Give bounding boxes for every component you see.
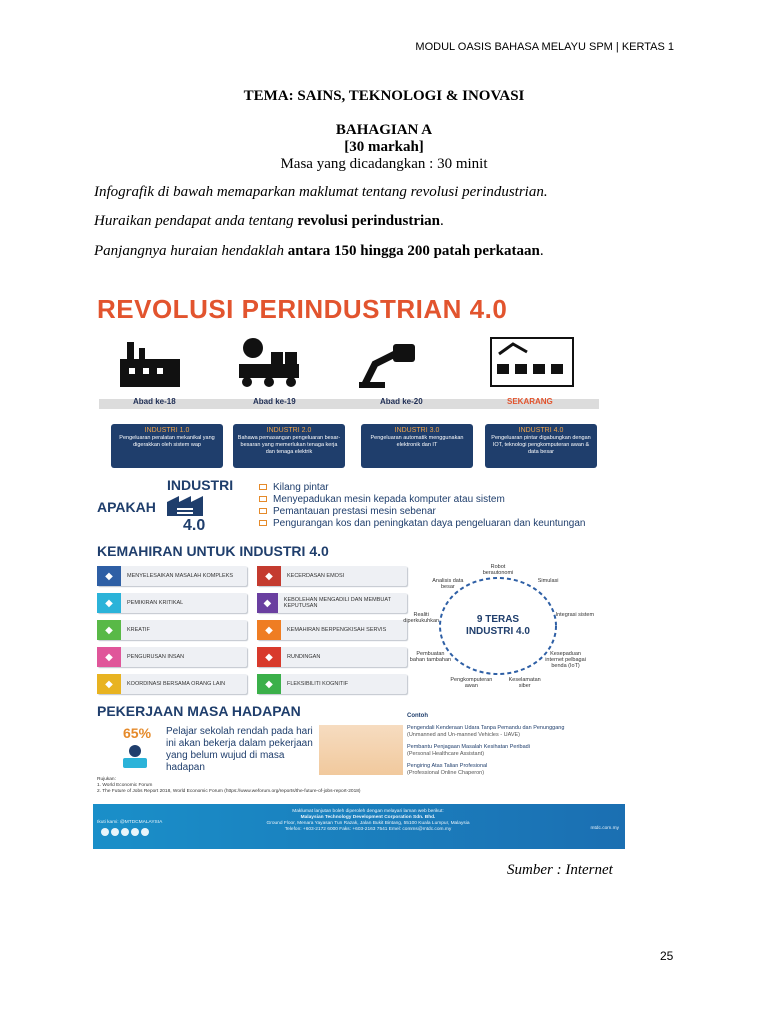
page-number: 25	[660, 949, 674, 963]
skill-icon: ◆	[97, 647, 121, 667]
skill-item: ◆ PENGURUSAN INSAN	[97, 647, 247, 667]
percent-value: 65%	[123, 725, 152, 741]
website-link: mtdc.com.my	[590, 826, 619, 831]
skill-icon: ◆	[97, 620, 121, 640]
footer-contact: Maklumat lanjutan boleh diperoleh dengan melayari laman web berikut: Malaysian Technology Development Corporation Sdn. Bhd. Ground Floor, Menara Yayasan Tun Razak, Jalan Bukit Bintang, 55100 Kuala Lumpur, Malaysia Telefon: +603-2172 6000 Faks: +603-2163 7541 Emel: comms@mtdc.com.my	[266, 809, 470, 832]
teras-item: Simulasi	[537, 577, 559, 584]
skill-item: ◆ KEBOLEHAN MENGADILI DAN MEMBUAT KEPUTUSAN	[257, 593, 407, 613]
industry-box: INDUSTRI 2.0 Bahawa pemasangan pengeluaran besar-besaran yang memerlukan tenaga kerja dan tenaga elektrik	[233, 424, 345, 468]
list-item: Kilang pintar	[259, 481, 586, 493]
factory-icon	[165, 494, 235, 516]
era-label: Abad ke-18	[133, 397, 176, 406]
references: Rujukan: 1. World Economic Forum 2. The Future of Jobs Report 2018, World Economic Forum (https://www.weforum.org/reports/the-future-of-jobs-report-2018)	[97, 777, 361, 794]
era-label: Abad ke-19	[253, 397, 296, 406]
skill-item: ◆ PEMIKIRAN KRITIKAL	[97, 593, 247, 613]
social-icons	[101, 828, 149, 836]
teras-item: Robot berautonomi	[482, 564, 514, 576]
skill-item: ◆ MENYELESAIKAN MASALAH KOMPLEKS	[97, 566, 247, 586]
skill-icon: ◆	[257, 647, 281, 667]
percent-text: Pelajar sekolah rendah pada hari ini akan bekerja dalam pekerjaan yang belum wujud di masa hadapan	[166, 726, 313, 773]
svg-text:INDUSTRI 4.0: INDUSTRI 4.0	[466, 626, 530, 637]
running-header: MODUL OASIS BAHASA MELAYU SPM | KERTAS 1	[415, 41, 674, 53]
future-jobs-image	[319, 725, 403, 775]
skill-icon: ◆	[257, 674, 281, 694]
teras-item: Integrasi sistem	[555, 611, 595, 618]
teras-item: Analisis data besar	[432, 577, 464, 590]
theme-heading: TEMA: SAINS, TEKNOLOGI & INOVASI	[243, 88, 525, 104]
industry-box: INDUSTRI 3.0 Pengeluaran automatik menggunakan elektronik dan IT	[361, 424, 473, 468]
era-label: SEKARANG	[507, 397, 553, 406]
marks-label: [30 markah]	[344, 139, 424, 155]
follow-label: Ikuti kami: @MTDCMALAYSIA	[97, 820, 163, 825]
student-icon	[115, 744, 155, 768]
teras-item: Pembuatan bahan tambahan	[409, 651, 452, 663]
instruction-1: Infografik di bawah memaparkan maklumat tentang revolusi perindustrian.	[94, 184, 548, 200]
apakah-list	[259, 481, 586, 529]
list-item: Pengurangan kos dan peningkatan daya pengeluaran dan keuntungan	[259, 517, 586, 529]
skill-item: ◆ FLEKSIBILITI KOGNITIF	[257, 674, 407, 694]
contoh-list: Contoh Pengendali Kenderaan Udara Tanpa Pemandu dan Penunggang (Unmanned and Un-manned Vehicles - UAVE) Pembantu Penjagaan Masalah Kesihatan Peribadi (Personal Healthcare Assistant) Pengiring Atas Talian Profesional (Professional Online Chaperon)	[407, 713, 565, 776]
infographic	[93, 289, 625, 849]
teras-item: Pengkomputeran awan	[450, 676, 493, 689]
skill-icon: ◆	[257, 593, 278, 613]
smart-factory-icon	[487, 334, 577, 389]
skill-item: ◆ KREATIF	[97, 620, 247, 640]
instruction-2: Huraikan pendapat anda tentang revolusi perindustrian.	[94, 213, 444, 229]
worker-icon	[233, 334, 303, 389]
industry-box: INDUSTRI 4.0 Pengeluaran pintar digabungkan dengan IOT, teknologi pengkomputeran awan & data besar	[485, 424, 597, 468]
skill-icon: ◆	[97, 674, 121, 694]
list-item: Pemantauan prestasi mesin sebenar	[259, 505, 586, 517]
infographic-footer	[93, 804, 625, 849]
skill-icon: ◆	[257, 620, 281, 640]
teras-item: Realiti diperkukuhkan	[403, 611, 440, 624]
teras-item: Keselamatan siber	[508, 676, 541, 689]
section-heading: BAHAGIAN A	[335, 122, 433, 138]
list-item: Menyepadukan mesin kepada komputer atau sistem	[259, 493, 586, 505]
skill-icon: ◆	[97, 593, 121, 613]
time-suggested: Masa yang dicadangkan : 30 minit	[280, 156, 488, 172]
svg-text:9 TERAS: 9 TERAS	[476, 614, 520, 625]
skill-item: ◆ KEMAHIRAN BERPENGKISAH SERVIS	[257, 620, 407, 640]
instruction-3: Panjangnya huraian hendaklah antara 150 hingga 200 patah perkataan.	[94, 243, 544, 259]
source-caption: Sumber : Internet	[507, 862, 613, 878]
skill-icon: ◆	[257, 566, 281, 586]
apakah-label: APAKAH	[97, 499, 156, 515]
teras-item: Kesepaduan internet pelbagai benda (IoT)	[545, 651, 586, 669]
robot-arm-icon	[355, 334, 425, 389]
skill-item: ◆ KECERDASAN EMOSI	[257, 566, 407, 586]
skill-icon: ◆	[97, 566, 121, 586]
factory-icon	[115, 334, 185, 389]
industri-label: INDUSTRI	[167, 477, 234, 493]
industri-number: 4.0	[183, 517, 206, 534]
industry-box: INDUSTRI 1.0 Pengeluaran peralatan mekanikal yang digerakkan oleh sistem wap	[111, 424, 223, 468]
kemahiran-title: KEMAHIRAN UNTUK INDUSTRI 4.0	[97, 543, 329, 559]
skill-item: ◆ KOORDINASI BERSAMA ORANG LAIN	[97, 674, 247, 694]
era-label: Abad ke-20	[380, 397, 423, 406]
infographic-title: REVOLUSI PERINDUSTRIAN 4.0	[97, 294, 508, 324]
skill-item: ◆ RUNDINGAN	[257, 647, 407, 667]
pekerjaan-title: PEKERJAAN MASA HADAPAN	[97, 703, 301, 719]
